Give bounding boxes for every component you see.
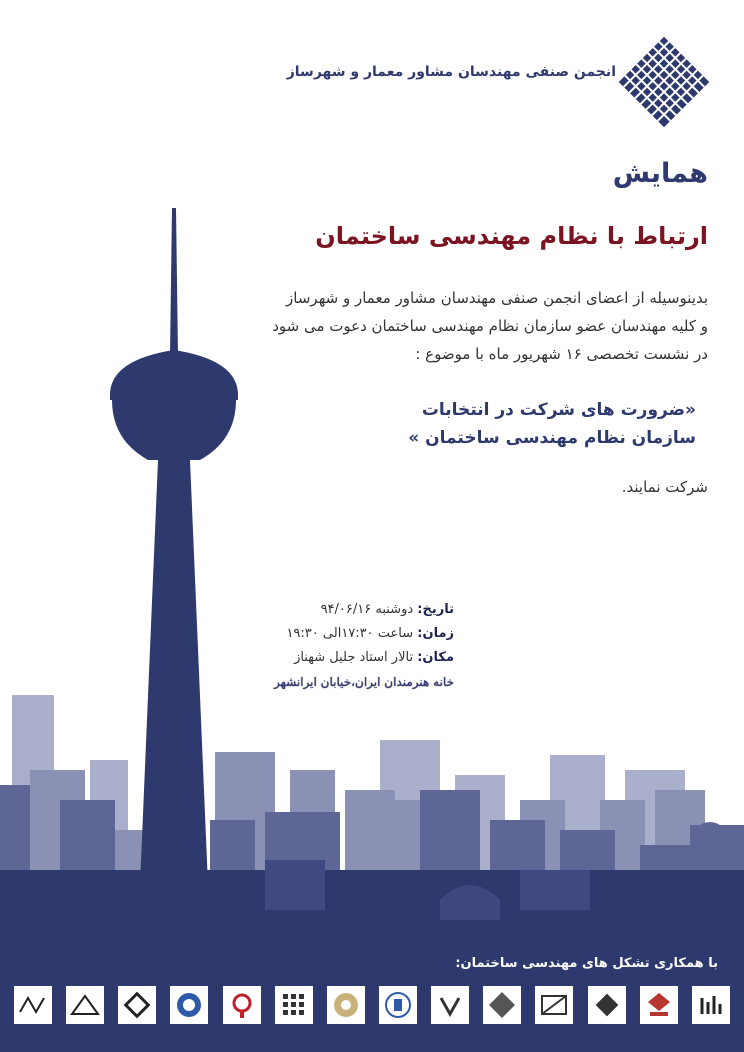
partner-logo-5 (223, 986, 261, 1024)
time-value: ساعت ۱۷:۳۰الی ۱۹:۳۰ (286, 626, 414, 641)
closing-text: شرکت نمایند. (621, 478, 708, 496)
invitation-line-1: بدینوسیله از اعضای انجمن صنفی مهندسان مشاور معمار و شهرساز (286, 289, 708, 307)
partner-logo-3 (118, 986, 156, 1024)
time-label: زمان: (417, 626, 454, 641)
partner-logo-4 (170, 986, 208, 1024)
time-row (94, 622, 454, 646)
partner-logo-8 (379, 986, 417, 1024)
place-value: تالار استاد جلیل شهناز (294, 650, 414, 665)
organization-logo-icon (618, 36, 710, 128)
partner-logo-1 (14, 986, 52, 1024)
invitation-text (148, 284, 708, 368)
date-value: دوشنبه ۹۴/۰۶/۱۶ (320, 602, 414, 617)
event-label: همایش (612, 158, 708, 189)
event-title: ارتباط با نظام مهندسی ساختمان (315, 222, 708, 250)
partner-logo-9 (431, 986, 469, 1024)
topic-line-1: «ضرورت های شرکت در انتخابات (421, 400, 696, 420)
organization-name: انجمن صنفی مهندسان مشاور معمار و شهرساز (286, 64, 616, 80)
event-details (94, 598, 454, 694)
date-label: تاریخ: (417, 602, 454, 617)
partner-logo-13 (640, 986, 678, 1024)
partner-logo-6 (275, 986, 313, 1024)
partner-logo-7 (327, 986, 365, 1024)
address: خانه هنرمندان ایران،خیابان ایرانشهر (274, 675, 454, 689)
invitation-line-2: و کلیه مهندسان عضو سازمان نظام مهندسی ساختمان دعوت می شود (272, 317, 708, 335)
partner-logos (14, 986, 730, 1032)
invitation-line-3: در نشست تخصصی ۱۶ شهریور ماه با موضوع : (415, 345, 708, 363)
date-row (94, 598, 454, 622)
place-label: مکان: (417, 650, 454, 665)
topic (176, 396, 696, 452)
partner-logo-12 (588, 986, 626, 1024)
topic-line-2: سازمان نظام مهندسی ساختمان » (408, 428, 696, 448)
place-row (94, 646, 454, 670)
partner-logo-14 (692, 986, 730, 1024)
partner-logo-2 (66, 986, 104, 1024)
partner-logo-11 (535, 986, 573, 1024)
partner-logo-10 (483, 986, 521, 1024)
collaboration-label: با همکاری تشکل های مهندسی ساختمان: (455, 956, 718, 971)
